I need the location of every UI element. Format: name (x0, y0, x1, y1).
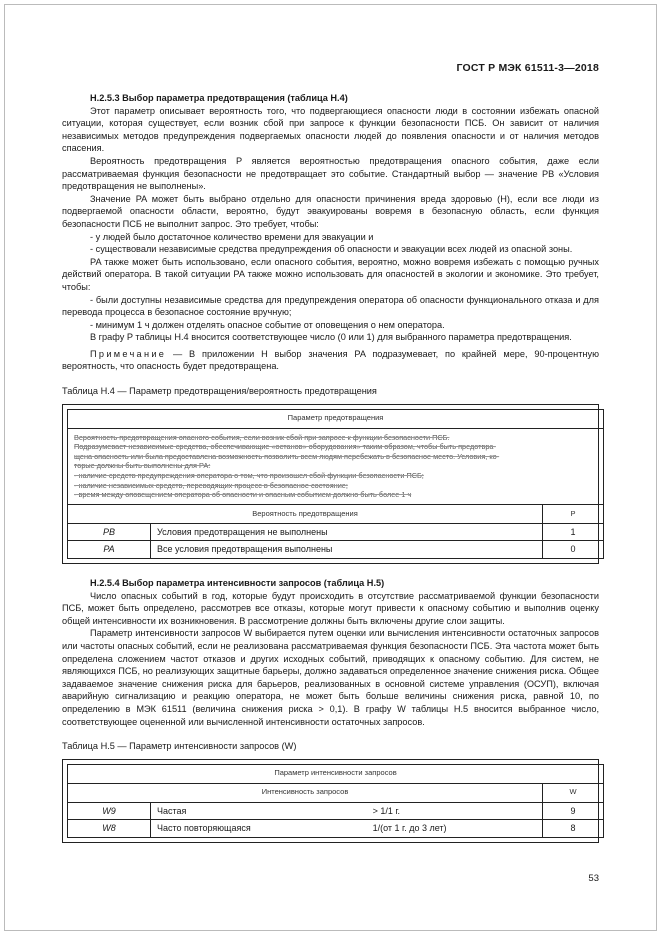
paragraph: Вероятность предотвращения P является вероятностью предотвращения опасного события, даже если рассматриваемая функция безопасности не предотвращает это событие. Стандартный выбор — значение PB «Условия предотвращения не выполнены». (62, 155, 599, 192)
paragraph: PA также может быть использовано, если опасного события, вероятно, можно вовремя избежать с помощью ручных действий оператора. В такой ситуации PA также можно использовать для опасностей в экологии и экономике. Это требует, чтобы: (62, 256, 599, 292)
column-header-w: W (543, 783, 604, 802)
desc-line: - наличие независимых средств, переводящих процесс в безопасное состояние; (74, 480, 348, 490)
row-symbol: PB (68, 523, 151, 541)
table-h5-frame (62, 759, 599, 843)
row-value: 0 (543, 541, 604, 559)
table-h5-title: Параметр интенсивности запросов (68, 764, 604, 783)
table-row (68, 820, 604, 838)
row-value: 1 (543, 523, 604, 541)
row-text: Условия предотвращения не выполнены (151, 523, 543, 541)
paragraph: Этот параметр описывает вероятность того, что подвергающиеся опасности люди в состоянии избежать опасной ситуации, которая существует, если возник сбой при запросе к функции безопасности ПСБ. Он зависит от наличия независимых методов предупреждения подвергаемых опасности людей до появления опасности и от наличия методов спасения. (62, 105, 599, 154)
document-header: ГОСТ Р МЭК 61511-3—2018 (456, 62, 599, 74)
note-label: Примечание (90, 348, 167, 359)
table-row (68, 523, 604, 541)
row-value: 8 (543, 820, 604, 838)
table-row (68, 802, 604, 820)
paragraph: В графу P таблицы H.4 вносится соответствующее число (0 или 1) для выбранного параметра предотвращения. (90, 332, 572, 343)
note (62, 348, 599, 373)
table-h4-caption: Таблица H.4 — Параметр предотвращения/вероятность предотвращения (62, 386, 377, 397)
paragraph: Значение PA может быть выбрано отдельно для опасности причинения вреда здоровью (H), если все люди из подвергаемой опасности области, вероятно, будут эвакуированы вовремя в безопасную область, если функция безопасности ПСБ не выполнит запрос. Это требует, чтобы: (62, 193, 599, 229)
column-header-intensity: Интенсивность запросов (68, 783, 543, 802)
desc-line: Вероятность предотвращения опасного события, если возник сбой при запросе к функции безопасности ПСБ. (74, 432, 450, 442)
row-text: Частая (151, 802, 367, 820)
row-frequency: > 1/1 г. (367, 802, 543, 820)
section-title-h254: H.2.5.4 Выбор параметра интенсивности запросов (таблица H.5) (90, 578, 385, 588)
desc-line: Подразумевает независимые средства, обеспечивающие «останов» оборудования» таким образом, чтобы быть предотвра- (74, 442, 496, 452)
table-h4 (67, 409, 604, 559)
row-symbol: W9 (68, 802, 151, 820)
bullet-item: - минимум 1 ч должен отделять опасное событие от оповещения о нем оператора. (90, 319, 445, 330)
row-symbol: W8 (68, 820, 151, 838)
table-row (68, 541, 604, 559)
bullet-item: - существовали независимые средства предупреждения об опасности и эвакуации всех людей из опасной зоны. (90, 244, 573, 255)
table-h5 (67, 764, 604, 838)
table-h5-caption: Таблица H.5 — Параметр интенсивности запросов (W) (62, 741, 297, 752)
bullet-item: - были доступны независимые средства для предупреждения оператора об опасности функционального отказа и для перевода процесса в безопасное состояние вручную; (62, 294, 599, 318)
desc-line: щена опасность или была предоставлена возможность позволить всем людям перебежать в безопасное место. Условия, ко- (74, 451, 500, 461)
note-text: — В приложении H выбор значения PA подразумевает, по крайней мере, 90-процентную вероятность, что опасность будет предотвращена. (62, 348, 599, 372)
row-text: Часто повторяющаяся (151, 820, 367, 838)
paragraph: Число опасных событий в год, которые будут происходить в отсутствие рассматриваемой функции безопасности ПСБ, может быть определено, рассмотрев все отказы, которые могут привести к опасному событию и выполнив оценку общей интенсивности их возникновения. В рассмотрение должны быть включены другие слои защиты. (62, 590, 599, 626)
page-content (62, 92, 599, 843)
table-h4-title: Параметр предотвращения (68, 409, 604, 428)
column-header-probability: Вероятность предотвращения (68, 504, 543, 523)
bullet-item: - у людей было достаточное количество времени для эвакуации и (90, 231, 374, 242)
desc-line: - время между оповещением оператора об опасности и опасным событием должно быть более 1 ч (74, 490, 412, 500)
table-h4-frame (62, 404, 599, 564)
desc-line: торые должны быть выполнены для PA: (74, 461, 211, 471)
page-number: 53 (588, 873, 599, 884)
row-frequency: 1/(от 1 г. до 3 лет) (367, 820, 543, 838)
row-symbol: PA (68, 541, 151, 559)
column-header-p: P (543, 504, 604, 523)
desc-line: - наличие средств предупреждения оператора о том, что произошел сбой функции безопасности ПСБ; (74, 471, 424, 481)
row-value: 9 (543, 802, 604, 820)
table-h4-description (68, 428, 604, 504)
paragraph: Параметр интенсивности запросов W выбирается путем оценки или вычисления интенсивности остаточных запросов или частоты опасных событий, если не реализована рассматриваемая функция безопасности ПСБ. Эта частота может быть определена сложением частот отказов и других исходных событий, приводящих к опасному событию. Для систем, не являющихся ПСБ, но реализующих защитные барьеры, должно задаваться определенное значение снижения риска. Общее задаваемое значение снижения риска для барьеров, реализованных в основной системе управления (ОСУП), включая аварийную сигнализацию и реакцию оператора, не может быть больше величины снижения риска, равной 10, по определению в МЭК 61511 (величина снижения риска > 0,1). В графу W таблицы H.5 вносится выбранное число, соответствующее оцененной или вычисленной интенсивности остаточных запросов. (62, 628, 599, 727)
row-text: Все условия предотвращения выполнены (151, 541, 543, 559)
section-title-h253: H.2.5.3 Выбор параметра предотвращения (таблица H.4) (90, 93, 348, 103)
